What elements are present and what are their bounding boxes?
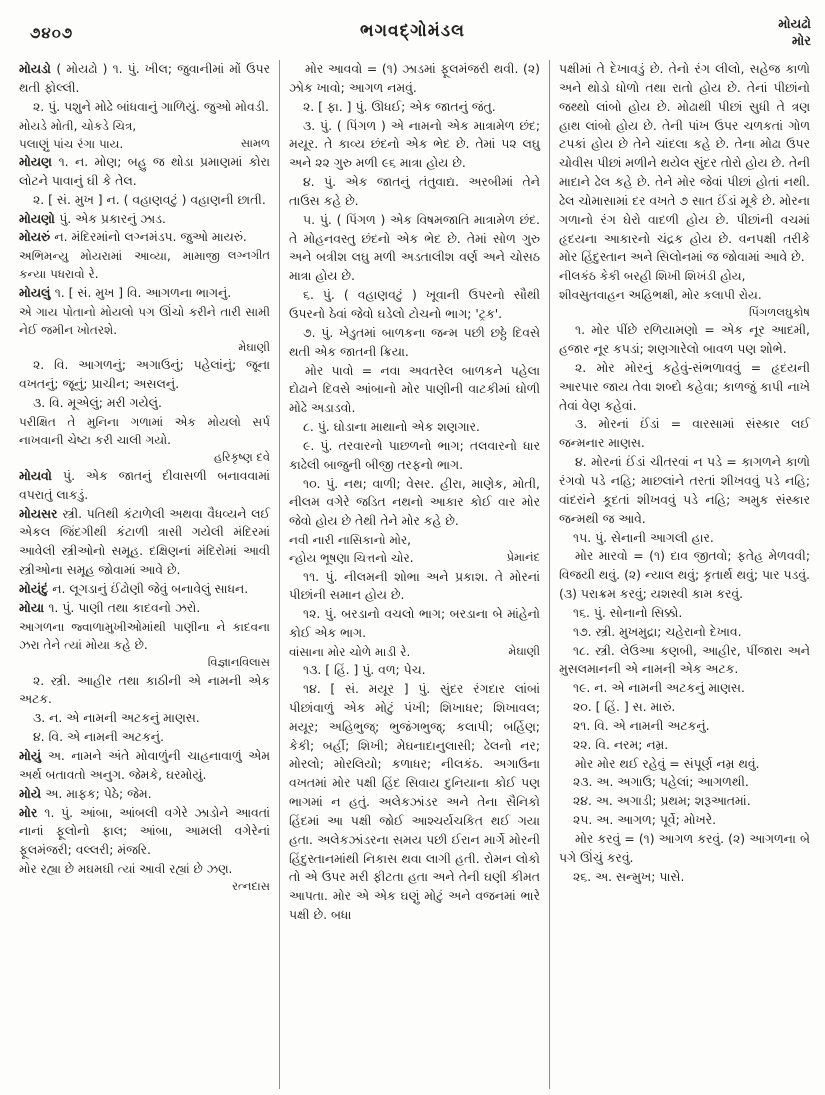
citation-line: મેઘાણી (238, 340, 270, 354)
idiom-paragraph: ૨. મોર મોરનું કહેવું-સંભળાવવું = હૃદયની આરપાર જાય તેવા શબ્દો કહેવા; કાળજું કાપી નાખે તેવાં વેણ કહેવાં. (559, 359, 810, 413)
idiom-paragraph: ૪. મોરનાં ઈંડાં ચીતરવાં ન પડે = કાગળને કાળો રંગવો પડે નહિ; માછલાંને તરતાં શીખવવું પડે નહિ; વાંદરાંને કૂદતાં શીખવવું પડે નહિ; અમુક સંસ્કાર જન્મથી જ આવે. (559, 454, 810, 526)
continuation-paragraph: પક્ષીમાં તે દેખાવડું છે. તેનો રંગ લીલો, સહેજ કાળો અને થોડો ધોળો તથા રાતો હોય છે. તેનાં પીછાંનો જથ્થો લાંબો હોય છે. મોઢાથી પીછાં સુધી તે ત્રણ હાથ લાંબો હોય છે. તેની પાંખ ઉપર ચળકતાં ગોળ ટપકાં હોય છે તેને ચાંદલા કહે છે. તેના મોઢા ઉપર ચોવીસ પીછાં મળીને થયેલ સુંદર તોરો હોય છે. તેની માદાને ઢેલ કહે છે. તેને મોર જેવાં પીછાં હોતાં નથી. ઢેલ ચોમાસામાં દર વખતે ૭ સાત ઈંડાં મૂકે છે. મોરના ગળાનો રંગ ઘેરો વાદળી હોય છે. પીછાંની વચમાં હૃદયના આકારનો ચંદ્રક હોય છે. વનપક્ષી તરીકે મોર હિંદુસ્તાન અને સિલોનમાં જ જોવામાં આવે છે. (559, 61, 810, 265)
sense-paragraph: ૨૫. અ. આગળ; પૂર્વે; મોખરે. (573, 812, 717, 828)
sense-paragraph: ૨. સ્ત્રી. આહીર તથા કાઠીની એ નામની એક અટક. (19, 672, 270, 707)
guide-words (778, 16, 811, 50)
idiom-paragraph: મોર આવવો = (૧) ઝાડમાં ફૂલમંજરી થવી. (૨) ઝોક ખાવો; આગળ નમવું. (289, 61, 540, 95)
sense-paragraph: ૩. પું. ( પિંગળ ) એ નામનો એક માત્રામેળ છંદ; મયૂર. તે કાવ્ય છંદનો એક ભેદ છે. તેમાં ૫૨ લઘુ અને ૨૨ ગુરુ મળી ૯૬ માત્રા હોય છે. (289, 117, 540, 171)
sense-paragraph: ૧૮. સ્ત્રી. લેઉઆ કણબી, આહીર, પીંજારા અને મુસલમાનની એ નામની એક અટક. (559, 642, 810, 677)
page-number: ૭૪૦૭ (30, 24, 74, 42)
dictionary-entry: મોયવો પું. એક જાતનું દીવાસળી બનાવવામાં વપરાતું લાકડું. (19, 467, 270, 502)
sense-paragraph: ૩. વિ. મૂએલું; મરી ગયેલું. (33, 395, 162, 411)
text-columns (10, 60, 819, 1089)
idiom-paragraph: મોર કરવું = (૧) આગળ કરવું. (૨) આગળના બે પગે ઊંચું કરવું. (559, 831, 810, 865)
dictionary-entry: મોયા ૧. પું. પાણી તથા કાદવનો ઝરો. (19, 599, 201, 615)
quote-line: એ ગાય પોતાનો મોયલો પગ ઊંચો કરીને તારી સામી નેઈ જમીન ખોતરશે. (19, 304, 270, 337)
idiom-paragraph: ૩. મોરનાં ઈંડાં = વારસામાં સંસ્કાર લઈ જન્મનાર માણસ. (559, 416, 810, 451)
dictionary-entry: મોર ૧. પું. આંબા, આંબલી વગેરે ઝાડોને આવતાં નાનાં ફૂલોનો ફાલ; આંબા, આમલી વગેરેનાં ફૂલમંજરી; વલ્લરી; મંજરિ. (19, 804, 270, 858)
dictionary-entry: મોયસર સ્ત્રી. પતિથી કંટાળેલી અથવા વૈધવ્યને લઈ એકલ જિંદગીથી કંટાળી ત્રાસી ગયેલી મંદિરમાં આવેલી સ્ત્રીઓનો સમૂહ. દક્ષિણનાં મંદિરોમાં આવી સ્ત્રીઓના સમૂહ જોવામાં આવે છે. (19, 505, 271, 578)
citation-source: લગ્નગીત (227, 248, 270, 263)
column-2 (279, 60, 549, 1089)
dictionary-entry: મોયે અ. માફક; પેઠે; જેમ. (19, 785, 152, 801)
sense-paragraph: ૧૩. [ હિં. ] પું. વળ; પેચ. (303, 662, 426, 678)
sense-paragraph: ૨૬. અ. સન્મુખ; પાસે. (573, 868, 685, 884)
sense-paragraph: ૨૪. અ. અગાડી; પ્રથમ; શરૂઆતમાં. (573, 793, 751, 809)
dictionary-entry: મોયું અ. નામને અંતે મોવાળુંની ચાહનાવાળું એમ અર્થ બતાવતો અનુગ. જેમકે, ઘરમોયું. (19, 748, 271, 782)
quote-line: પરીક્ષિત તે મુનિના ગળામાં એક મોયલો સર્પ નાખવાની ચેષ્ટા કરી ચાલી ગયો. (19, 415, 270, 448)
sense-paragraph: ૬. પું. ( વહાણવટું ) ખૂવાની ઉપરનો સૌથી ઉપરનો ઠેવાં જેવો ઘડેલો ટોચનો ભાગ; 'ટ્રક'. (289, 287, 540, 321)
headword: મોયલું (19, 284, 55, 300)
sense-paragraph: ૧૪. [ સં. મયૂર ] પું. સુંદર રંગદાર લાંબાં પીછાંવાળું એક મોટું પંખી; શિખાધર; શિખાવલ; મયૂર; અહિભુજ્; ભુજંગભુજ્; કલાપી; બર્હિણ; કેકી; બર્હી; શિખી; મેઘનાદાનુલાસી; ઢેલનો નર; મોરલો; મોરલિયો; કળાધર; નીલકંઠ. અગાઉના વખતમાં મોર પક્ષી હિંદ સિવાય દુનિયાના કોઈ પણ ભાગમાં ન હતું. અલેકઝાંડર અને તેના સૈનિકો હિંદમાં આ પક્ષી જોઈ આશ્ચર્યચકિત થઈ ગયા હતા. અલેકઝાંડરના સમય પછી ઈરાન માર્ગે મોરની હિંદુસ્તાનમાંથી નિકાસ થવા લાગી હતી. રોમન લોકો તો એ ઉપર મરી ફીટતા હતા અને તેની ઘણી કીમત આપતા. મોર એ એક ઘણું મોટું અને વજનમાં ભારે પક્ષી છે. બધા (289, 681, 540, 923)
quote-line: નવી નારી નાસિકાનો મોર, (289, 533, 411, 548)
sense-paragraph: ૧૨. પું. બરડાનો વચલો ભાગ; બરડાના બે માંહેનો કોઈ એક ભાગ. (289, 606, 540, 641)
citation-source: મેઘાણી (508, 643, 540, 658)
citation-source: સામળ (240, 135, 270, 150)
citation-line: વિજ્ઞાનવિલાસ (207, 655, 270, 670)
sense-paragraph: ૨. વિ. આગળનું; અગાઉનું; પહેલાંનું; જૂના વખતનું; જૂનું; પ્રાચીન; અસલનું. (19, 357, 270, 392)
sense-paragraph: ૭. પું. ખેડુતમાં બાળકના જન્મ પછી છઠ્ઠે દિવસે થતી એક જાતની ક્રિયા. (289, 324, 540, 359)
sense-paragraph: ૩. ન. એ નામની અટકનું માણસ. (33, 710, 200, 726)
quote-line: મોર રહ્યા છે મઘમઘી ત્યાં આવી રહ્યાં છે ઝણ. (19, 862, 233, 877)
sense-paragraph: ૧૧. પું. નીલમની શોભા અને પ્રકાશ. તે મોરનાં પીછાંની સમાન હોય છે. (289, 568, 540, 603)
dictionary-entry: મોયડો ( મોયઢો ) ૧. પું. ખીલ; જુવાનીમાં મોં ઉપર થતી ફોલ્લી. (19, 61, 270, 95)
headword: મોયંદું (19, 581, 53, 596)
headword: મોયરું (19, 229, 55, 245)
book-title: ભગવદ્ગોમંડલ (360, 21, 465, 41)
quote-line: શીવસુતવાહન અહિભક્ષી, મોર કલાપી રોય. (559, 287, 762, 302)
dictionary-entry: મોયણો પું. એક પ્રકારનું ઝાડ. (19, 210, 166, 226)
sense-paragraph: ૮. પું. ઘોડાના માથાનો એક શણગાર. (303, 419, 480, 435)
headword: મોયું (19, 748, 48, 763)
sense-paragraph: ૪. પું. એક જાતનું તંતુવાદ્ય. અરબીમાં તેને તાઉસ કહે છે. (289, 174, 540, 208)
headword: મોર (19, 804, 45, 820)
headword: મોયણ (19, 154, 59, 169)
guide-word-bottom: મોર (791, 34, 811, 49)
idiom-paragraph: મોર મોર થઈ રહેવું = સંપૂર્ણ નમ્ર થવું. (575, 755, 760, 771)
sense-paragraph: ૨૦. [ હિં. ] સ. મારું. (573, 699, 676, 715)
citation-line: હરિકૃષ્ણ દવે (213, 450, 270, 465)
quote-line: મોયડે મોતી, ચોકડે ચિત્ર, (19, 118, 137, 133)
quote-line: મેઘાણી વાંસાના મોર ચોળે માડી રે. (289, 643, 540, 659)
sense-paragraph: ૨૩. અ. અગાઉ; પહેલાં; આગળથી. (573, 774, 749, 790)
headword: મોયડો (19, 61, 57, 76)
headword: મોયવો (19, 467, 64, 483)
idiom-paragraph: મોર મારવો = (૧) દાવ જીતવો; ફતેહ મેળવવી; વિજયી થવું. (૨) ન્યાલ થવું; કૃતાર્થ થવું; પાર પડવું. (૩) પરાક્રમ કરવું; યશસ્વી કામ કરવું. (559, 548, 810, 602)
citation-line: રત્નદાસ (232, 879, 270, 894)
guide-word-top: મોયઢો (778, 17, 811, 32)
sense-paragraph: ૧૬. પું. સોનાનો સિક્કો. (573, 604, 683, 620)
sense-paragraph: ૪. વિ. એ નામની અટકનું. (33, 729, 164, 745)
sense-paragraph: ૧૦. પું. નથ; વાળી; વેસર. હીરા, માણેક, મોતી, નીલમ વગેરે જડિત નથનો આકાર કોઈ વાર મોર જેવો હોય છે તેથી તેને મોર કહે છે. (289, 475, 540, 529)
page-header (0, 16, 825, 58)
idiom-paragraph: મોર પાવો = નવા અવતરેલ બાળકને પહેલા દોઢાને દિવસે આંબાનો મોર પાણીની વાટકીમાં ઘોળી મોઢે અડાડવો. (289, 362, 540, 416)
sense-paragraph: ૨. [ ફા. ] પું. ઊધઈ; એક જાતનું જંતુ. (303, 98, 496, 114)
sense-paragraph: ૧૫. પું. સેનાની આગલી હાર. (573, 529, 714, 545)
headword: મોયસર (19, 505, 63, 521)
sense-paragraph: ૫. પું. ( પિંગળ ) એક વિષમજાતિ માત્રામેળ છંદ. તે મોહનવસ્તુ છંદનો એક ભેદ છે. તેમાં સોળ ગુરુ અને બત્રીશ લઘુ મળી અડતાલીશ વર્ણ અને ચોસઠ માત્રા હોય છે. (289, 211, 540, 284)
dictionary-entry: મોયણ ૧. ન. મોણ; બહુ જ થોડા પ્રમાણમાં કોરા લોટને પાવાનું ઘી કે તેલ. (19, 154, 270, 188)
quote-line: સામળ પલાણું પાંચ રંગા પાય. (19, 135, 270, 151)
quote-line: પ્રેમાનંદ ન્હોય ભૂષણા ચિત્તનો ચોર. (289, 550, 540, 566)
sense-paragraph: ૨. પું. પશુને મોઢે બાંધવાનું ગાળિયું. જુઓ મોવડી. (33, 98, 269, 114)
headword: મોયે (19, 785, 46, 801)
dictionary-entry: મોયરું ન. મંદિરમાંનો લગ્નમંડપ. જુઓ માયરું. (19, 229, 247, 245)
dictionary-entry: મોયલું ૧. [ સં. મુખ ] વિ. આગળના ભાગનું. (19, 284, 232, 300)
sense-paragraph: ૧૭. સ્ત્રી. મુખમુદ્રા; ચહેરાનો દેખાવ. (573, 623, 742, 639)
quote-line: આગળના જ્વાળામુખીઓમાંથી પાણીના ને કાદવના ઝરા તેને ત્યાં મોયા કહે છે. (19, 619, 270, 652)
dictionary-entry: મોયંદું ન. લૂગડાનું ઈંઢોણી જેવું બનાવેલું સાધન. (19, 581, 249, 596)
sense-paragraph: ૨. [ સં. મુખ ] ન. ( વહાણવટું ) વહાણની છાતી. (33, 191, 266, 207)
column-1 (10, 60, 279, 1089)
citation-line: પિંગળલઘુકોષ (748, 304, 810, 319)
sense-paragraph: ૨૧. વિ. એ નામની અટકનું. (573, 717, 710, 733)
quote-line: નીલકંઠ કેકી બરહી શિખી શિખંડી હોય, (559, 269, 746, 284)
sense-paragraph: ૯. પું. તરવારનો પાછળનો ભાગ; તલવારનો ધાર કાઢેલી બાજુની બીજી તરફનો ભાગ. (289, 437, 540, 472)
headword: મોયણો (19, 210, 60, 226)
idiom-paragraph: ૧. મોર પીંછે રળિયામણો = એક નૂર આદમી, હજાર નૂર કપડાં; શણગારેલો બાવળ પણ શોભે. (559, 322, 810, 357)
column-3 (549, 60, 819, 1089)
sense-paragraph: ૨૨. વિ. નરમ; નમ્ર. (573, 736, 669, 752)
citation-source: પ્રેમાનંદ (506, 550, 540, 565)
quote-line: લગ્નગીત અભિમન્યુ મોયરામાં આવ્યા, મામાજી કન્યા પધરાવો રે. (19, 248, 270, 282)
headword: મોયા (19, 599, 49, 615)
sense-paragraph: ૧૯. ન. એ નામની અટકનું માણસ. (573, 680, 745, 696)
